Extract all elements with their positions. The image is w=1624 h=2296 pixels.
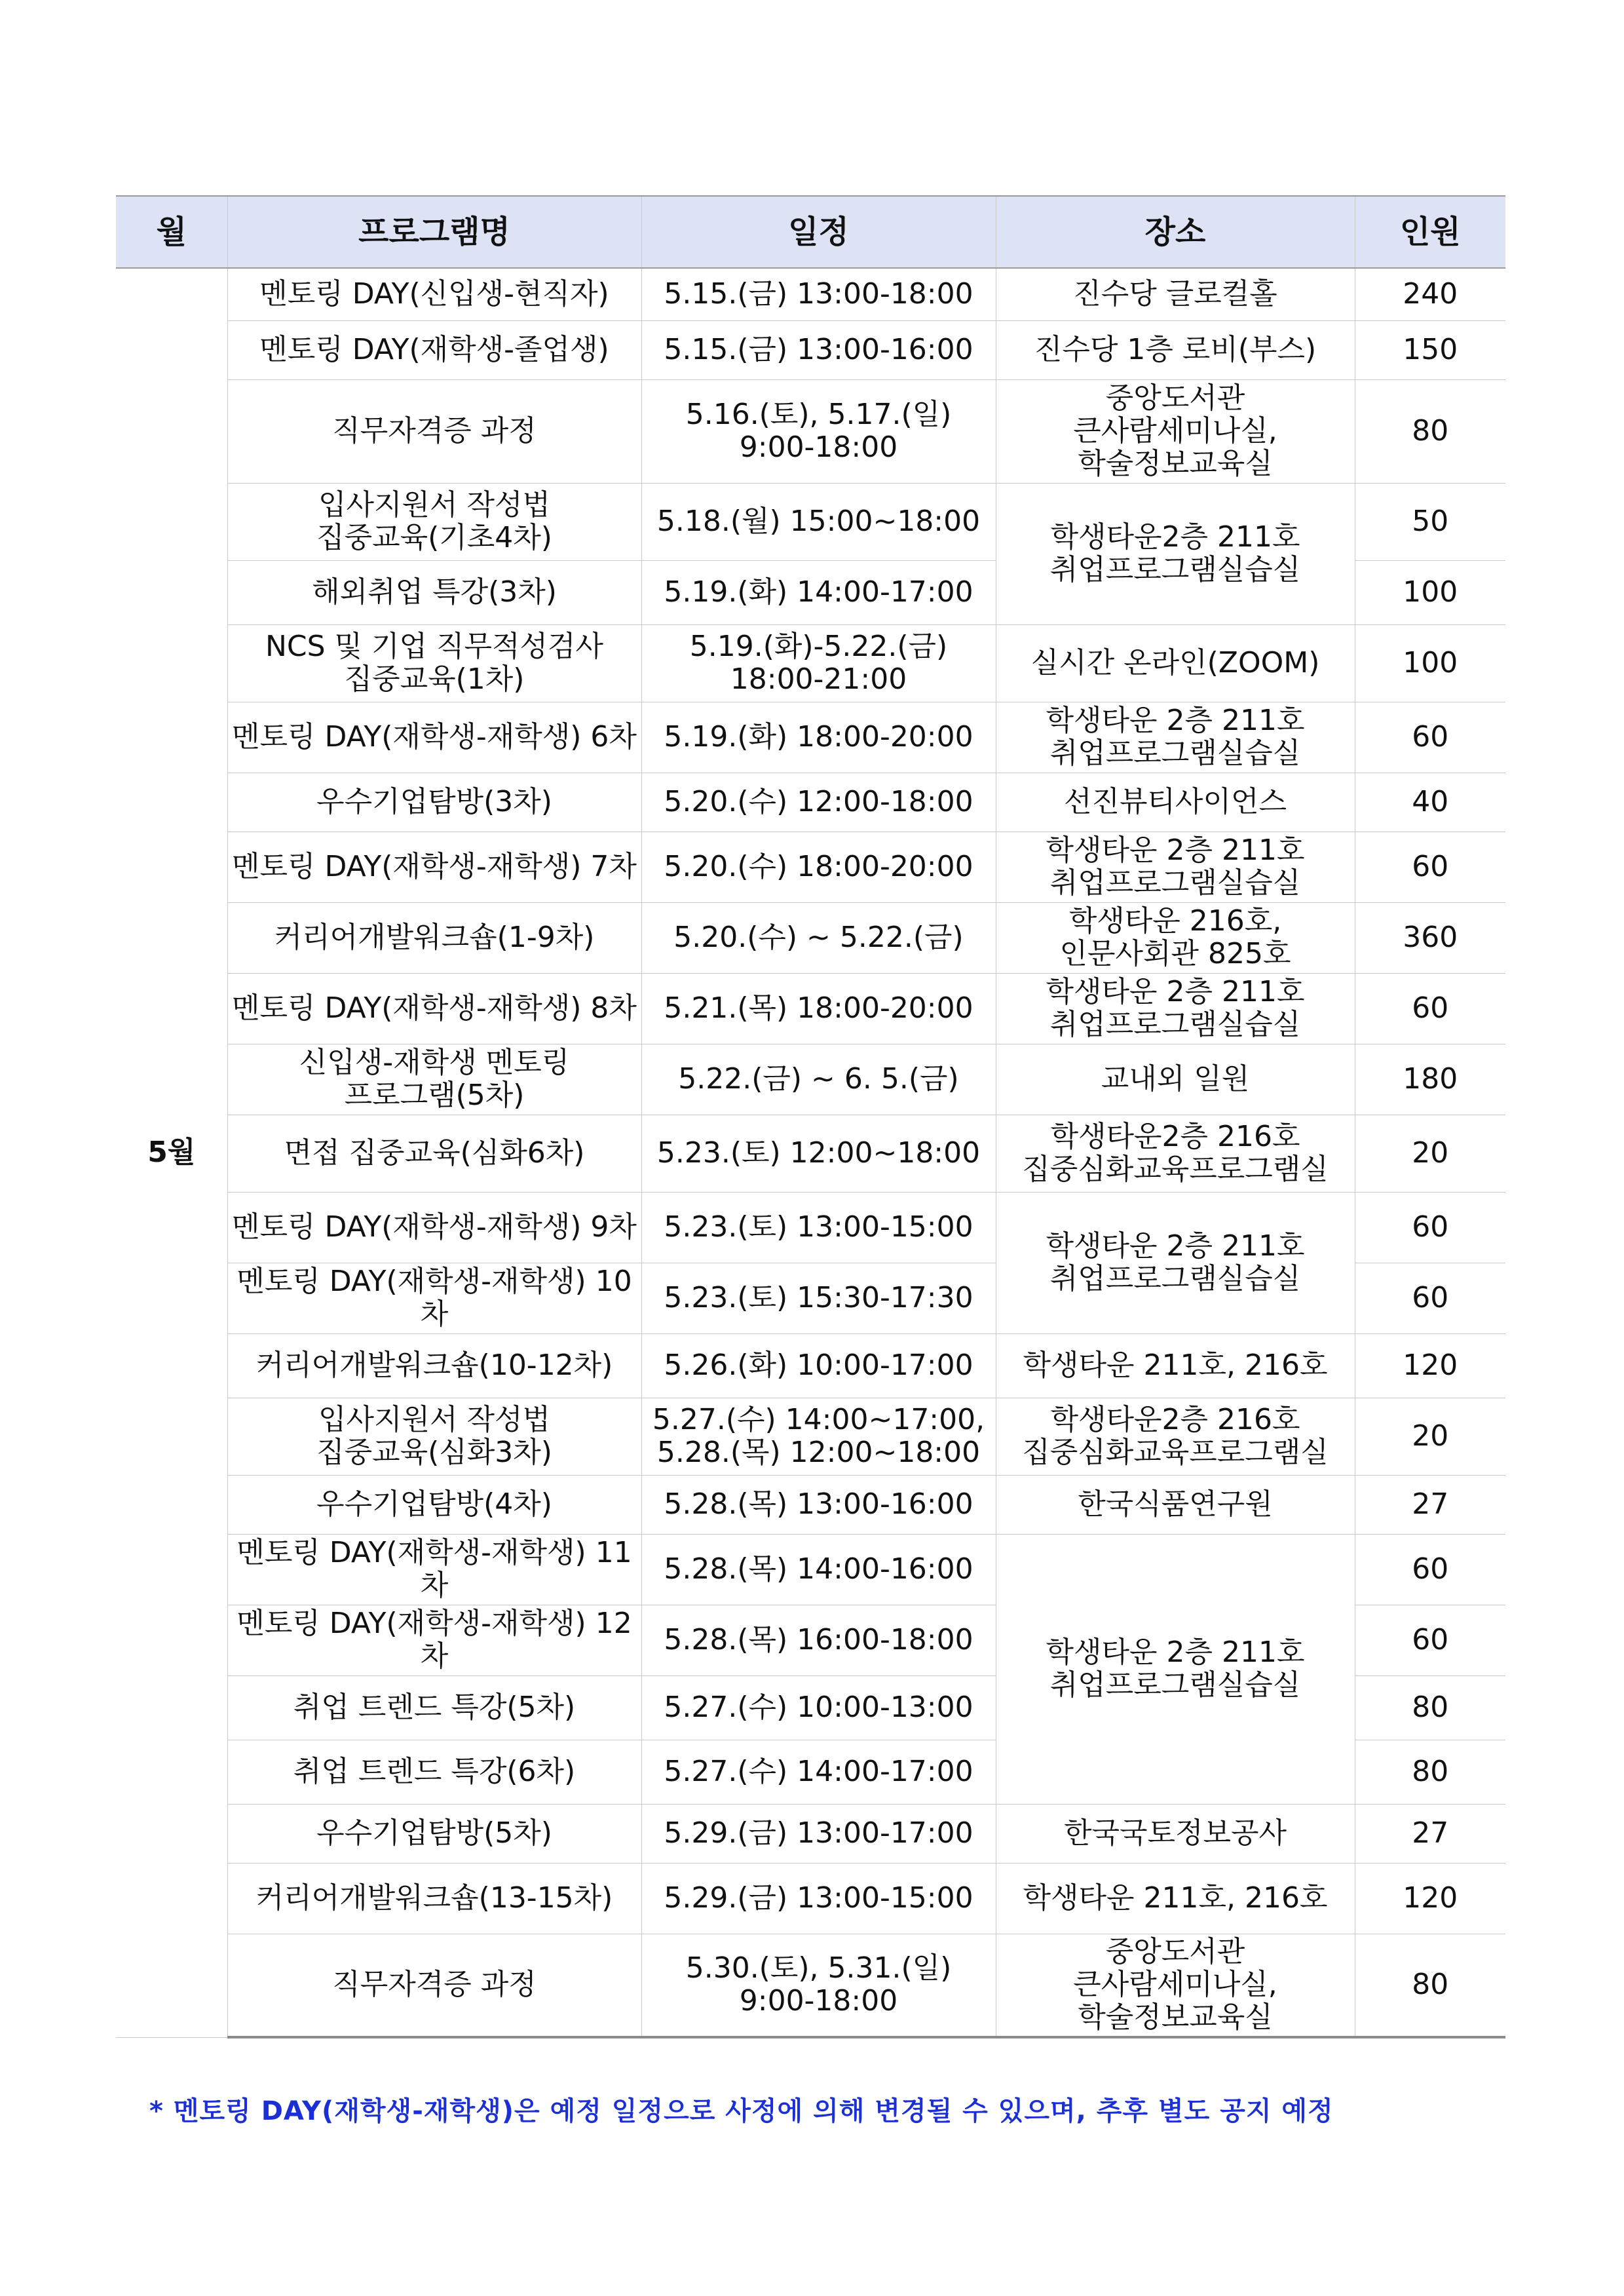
schedule-cell: 5.19.(화)-5.22.(금) 18:00-21:00 [641, 624, 996, 702]
program-cell: 직무자격증 과정 [227, 379, 641, 483]
table-row [116, 1398, 1505, 1475]
program-cell: 멘토링 DAY(재학생-재학생) 12차 [227, 1605, 641, 1675]
place-cell: 학생타운 2층 211호 취업프로그램실습실 [996, 1534, 1355, 1804]
place-cell: 학생타운2층 216호 집중심화교육프로그램실 [996, 1398, 1355, 1475]
place-cell: 한국국토정보공사 [996, 1804, 1355, 1863]
footnote-emphasis-2: 추후 별도 공지 예정 [1096, 2096, 1334, 2126]
schedule-table [116, 195, 1505, 2038]
place-cell: 학생타운 2층 211호 취업프로그램실습실 [996, 702, 1355, 773]
count-cell: 120 [1355, 1863, 1505, 1934]
schedule-cell: 5.16.(토), 5.17.(일) 9:00-18:00 [641, 379, 996, 483]
table-row [116, 1115, 1505, 1192]
table-row [116, 320, 1505, 379]
count-cell: 60 [1355, 973, 1505, 1044]
schedule-cell: 5.23.(토) 12:00~18:00 [641, 1115, 996, 1192]
count-cell: 100 [1355, 624, 1505, 702]
table-row [116, 1044, 1505, 1115]
table-row [116, 1534, 1505, 1605]
header-count: 인원 [1355, 196, 1505, 268]
table-row [116, 773, 1505, 832]
place-cell: 학생타운 216호, 인문사회관 825호 [996, 902, 1355, 973]
footnote-prefix: * 멘토링 DAY(재학생-재학생)은 [149, 2096, 550, 2126]
count-cell: 240 [1355, 268, 1505, 320]
schedule-cell: 5.29.(금) 13:00-17:00 [641, 1804, 996, 1863]
program-cell: 취업 트렌드 특강(6차) [227, 1740, 641, 1804]
count-cell: 360 [1355, 902, 1505, 973]
schedule-cell: 5.27.(수) 14:00-17:00 [641, 1740, 996, 1804]
place-cell: 선진뷰티사이언스 [996, 773, 1355, 832]
count-cell: 60 [1355, 1534, 1505, 1605]
program-cell: 입사지원서 작성법 집중교육(기초4차) [227, 483, 641, 560]
program-cell: 신입생-재학생 멘토링 프로그램(5차) [227, 1044, 641, 1115]
place-cell: 학생타운 211호, 216호 [996, 1333, 1355, 1398]
program-cell: 취업 트렌드 특강(5차) [227, 1675, 641, 1740]
schedule-cell: 5.27.(수) 14:00~17:00, 5.28.(목) 12:00~18:00 [641, 1398, 996, 1475]
table-row [116, 1192, 1505, 1263]
count-cell: 80 [1355, 1934, 1505, 2037]
count-cell: 80 [1355, 1675, 1505, 1740]
table-row [116, 1475, 1505, 1534]
schedule-cell: 5.23.(토) 13:00-15:00 [641, 1192, 996, 1263]
schedule-cell: 5.29.(금) 13:00-15:00 [641, 1863, 996, 1934]
table-row [116, 1333, 1505, 1398]
schedule-cell: 5.21.(목) 18:00-20:00 [641, 973, 996, 1044]
schedule-cell: 5.26.(화) 10:00-17:00 [641, 1333, 996, 1398]
program-cell: 커리어개발워크숍(10-12차) [227, 1333, 641, 1398]
count-cell: 50 [1355, 483, 1505, 560]
count-cell: 60 [1355, 832, 1505, 902]
program-cell: 우수기업탐방(5차) [227, 1804, 641, 1863]
place-cell: 진수당 1층 로비(부스) [996, 320, 1355, 379]
place-cell: 진수당 글로컬홀 [996, 268, 1355, 320]
footnote-middle: 으로 사정에 의해 변경될 수 있으며, [664, 2096, 1097, 2126]
schedule-cell: 5.19.(화) 14:00-17:00 [641, 560, 996, 624]
place-cell: 학생타운 2층 211호 취업프로그램실습실 [996, 973, 1355, 1044]
table-row [116, 973, 1505, 1044]
schedule-cell: 5.27.(수) 10:00-13:00 [641, 1675, 996, 1740]
schedule-cell: 5.20.(수) ~ 5.22.(금) [641, 902, 996, 973]
schedule-cell: 5.19.(화) 18:00-20:00 [641, 702, 996, 773]
count-cell: 60 [1355, 1605, 1505, 1675]
schedule-cell: 5.15.(금) 13:00-16:00 [641, 320, 996, 379]
count-cell: 150 [1355, 320, 1505, 379]
program-cell: 멘토링 DAY(재학생-재학생) 11차 [227, 1534, 641, 1605]
place-cell: 교내외 일원 [996, 1044, 1355, 1115]
place-cell: 학생타운2층 211호 취업프로그램실습실 [996, 483, 1355, 624]
table-row [116, 268, 1505, 320]
count-cell: 180 [1355, 1044, 1505, 1115]
schedule-cell: 5.15.(금) 13:00-18:00 [641, 268, 996, 320]
place-cell: 중앙도서관 큰사람세미나실, 학술정보교육실 [996, 379, 1355, 483]
count-cell: 120 [1355, 1333, 1505, 1398]
table-row [116, 379, 1505, 483]
count-cell: 80 [1355, 379, 1505, 483]
place-cell: 학생타운2층 216호 집중심화교육프로그램실 [996, 1115, 1355, 1192]
program-cell: 멘토링 DAY(재학생-재학생) 7차 [227, 832, 641, 902]
count-cell: 60 [1355, 1192, 1505, 1263]
program-cell: 멘토링 DAY(재학생-재학생) 9차 [227, 1192, 641, 1263]
program-cell: 멘토링 DAY(신입생-현직자) [227, 268, 641, 320]
place-cell: 학생타운 211호, 216호 [996, 1863, 1355, 1934]
table-row [116, 702, 1505, 773]
count-cell: 60 [1355, 702, 1505, 773]
count-cell: 80 [1355, 1740, 1505, 1804]
header-schedule: 일정 [641, 196, 996, 268]
program-cell: 멘토링 DAY(재학생-재학생) 6차 [227, 702, 641, 773]
place-cell: 실시간 온라인(ZOOM) [996, 624, 1355, 702]
program-cell: 면접 집중교육(심화6차) [227, 1115, 641, 1192]
header-month: 월 [116, 196, 227, 268]
program-cell: 해외취업 특강(3차) [227, 560, 641, 624]
program-cell: 멘토링 DAY(재학생-재학생) 8차 [227, 973, 641, 1044]
footnote [149, 2090, 1525, 2128]
place-cell: 학생타운 2층 211호 취업프로그램실습실 [996, 1192, 1355, 1333]
table-row [116, 832, 1505, 902]
header-place: 장소 [996, 196, 1355, 268]
schedule-cell: 5.30.(토), 5.31.(일) 9:00-18:00 [641, 1934, 996, 2037]
schedule-cell: 5.23.(토) 15:30-17:30 [641, 1263, 996, 1333]
program-cell: 우수기업탐방(3차) [227, 773, 641, 832]
table-header-row [116, 196, 1505, 268]
program-cell: 직무자격증 과정 [227, 1934, 641, 2037]
count-cell: 40 [1355, 773, 1505, 832]
place-cell: 한국식품연구원 [996, 1475, 1355, 1534]
program-cell: 멘토링 DAY(재학생-재학생) 10차 [227, 1263, 641, 1333]
count-cell: 60 [1355, 1263, 1505, 1333]
count-cell: 20 [1355, 1398, 1505, 1475]
count-cell: 100 [1355, 560, 1505, 624]
schedule-cell: 5.28.(목) 16:00-18:00 [641, 1605, 996, 1675]
table-row [116, 1863, 1505, 1934]
program-cell: 커리어개발워크숍(1-9차) [227, 902, 641, 973]
schedule-cell: 5.28.(목) 13:00-16:00 [641, 1475, 996, 1534]
count-cell: 27 [1355, 1475, 1505, 1534]
table-row [116, 1804, 1505, 1863]
table-row [116, 483, 1505, 560]
schedule-cell: 5.28.(목) 14:00-16:00 [641, 1534, 996, 1605]
month-cell: 5월 [116, 268, 227, 2037]
header-program: 프로그램명 [227, 196, 641, 268]
schedule-cell: 5.18.(월) 15:00~18:00 [641, 483, 996, 560]
footnote-emphasis-1: 예정 일정 [550, 2096, 664, 2126]
program-cell: 커리어개발워크숍(13-15차) [227, 1863, 641, 1934]
place-cell: 중앙도서관 큰사람세미나실, 학술정보교육실 [996, 1934, 1355, 2037]
count-cell: 27 [1355, 1804, 1505, 1863]
count-cell: 20 [1355, 1115, 1505, 1192]
place-cell: 학생타운 2층 211호 취업프로그램실습실 [996, 832, 1355, 902]
table-row [116, 624, 1505, 702]
program-cell: 입사지원서 작성법 집중교육(심화3차) [227, 1398, 641, 1475]
table-row [116, 902, 1505, 973]
program-cell: 우수기업탐방(4차) [227, 1475, 641, 1534]
program-cell: 멘토링 DAY(재학생-졸업생) [227, 320, 641, 379]
table-row [116, 1934, 1505, 2037]
schedule-cell: 5.20.(수) 12:00-18:00 [641, 773, 996, 832]
program-cell: NCS 및 기업 직무적성검사 집중교육(1차) [227, 624, 641, 702]
schedule-cell: 5.22.(금) ~ 6. 5.(금) [641, 1044, 996, 1115]
schedule-cell: 5.20.(수) 18:00-20:00 [641, 832, 996, 902]
